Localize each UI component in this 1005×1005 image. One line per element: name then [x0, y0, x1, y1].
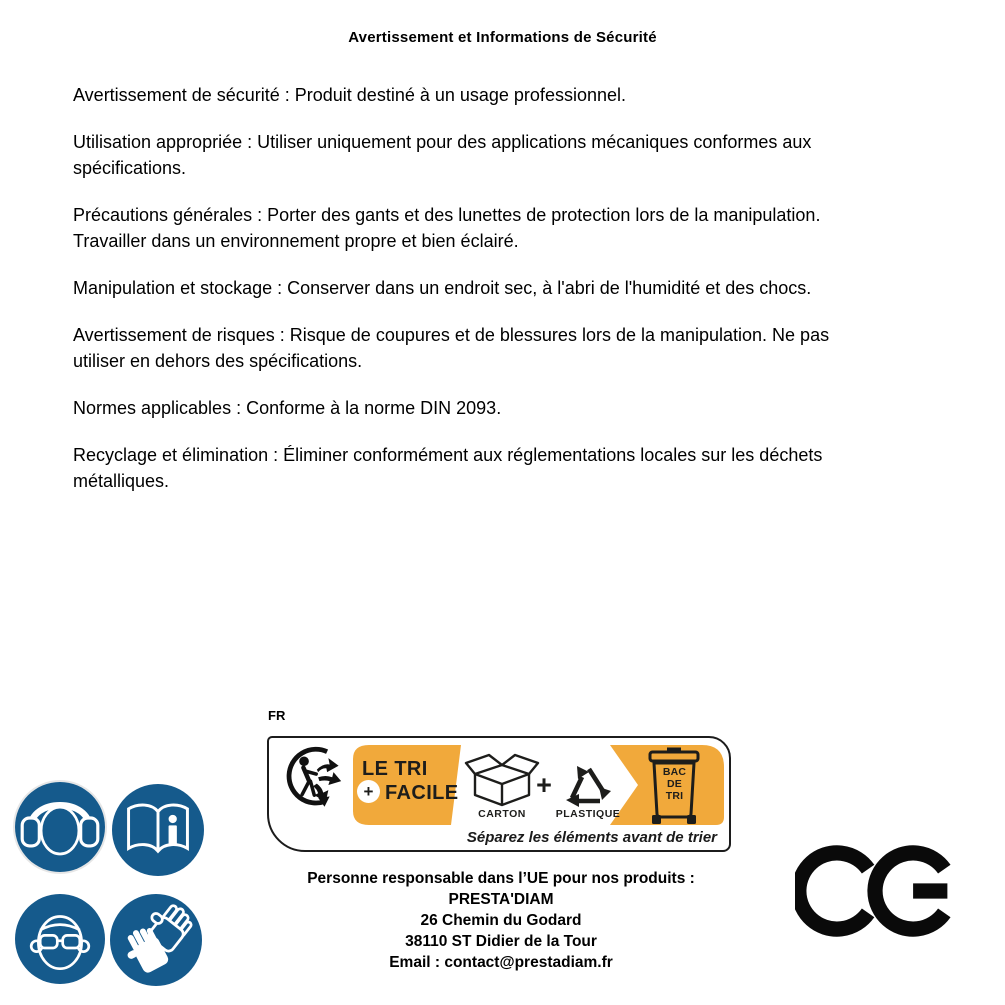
paragraph-appropriate-use: Utilisation appropriée : Utiliser uniquement pour des applications mécaniques conformes aux spécifications. [73, 132, 812, 178]
material-label-plastique: PLASTIQUE [555, 808, 621, 820]
eye-protection-icon [15, 894, 105, 984]
sorting-tagline: Séparez les éléments avant de trier [466, 829, 717, 846]
label-le-tri: LE TRI [362, 758, 428, 780]
country-code-fr: FR [268, 708, 286, 723]
paragraph-recycling-disposal: Recyclage et élimination : Éliminer conformément aux réglementations locales sur les déchets métalliques. [73, 445, 823, 491]
ear-protection-icon [15, 782, 105, 872]
label-facile: FACILE [385, 782, 459, 804]
protective-gloves-icon [110, 894, 200, 984]
company-name: PRESTA'DIAM [448, 891, 554, 908]
plus-separator: + [536, 770, 552, 800]
address-intro: Personne responsable dans l’UE pour nos produits : [307, 870, 695, 887]
email-address: Email : contact@prestadiam.fr [389, 954, 613, 971]
paragraph-general-precautions: Précautions générales : Porter des gants et des lunettes de protection lors de la manipulation. Travailler dans un environnement propre et bien éclairé. [73, 205, 821, 251]
city-address: 38110 ST Didier de la Tour [405, 933, 597, 950]
eu-responsible-address [270, 868, 732, 973]
ce-marking-icon [795, 841, 955, 941]
safety-text-block [73, 82, 973, 515]
paragraph-safety-warning: Avertissement de sécurité : Produit destiné à un usage professionnel. [73, 85, 626, 105]
triman-icon [281, 743, 345, 814]
paragraph-applicable-standards: Normes applicables : Conforme à la norme DIN 2093. [73, 398, 502, 418]
bin-de-tri-label: BAC DE TRI [662, 766, 687, 802]
recycling-sorting-label [267, 736, 731, 852]
read-manual-icon [112, 784, 202, 874]
paragraph-risk-warning: Avertissement de risques : Risque de coupures et de blessures lors de la manipulation. Ne pas utiliser en dehors des spécifications. [73, 325, 830, 371]
plus-badge-icon: + [357, 780, 380, 803]
paragraph-handling-storage: Manipulation et stockage : Conserver dans un endroit sec, à l'abri de l'humidité et des chocs. [73, 278, 812, 298]
page-title: Avertissement et Informations de Sécurité [348, 29, 657, 46]
material-label-carton: CARTON [478, 808, 526, 820]
street-address: 26 Chemin du Godard [420, 912, 582, 929]
